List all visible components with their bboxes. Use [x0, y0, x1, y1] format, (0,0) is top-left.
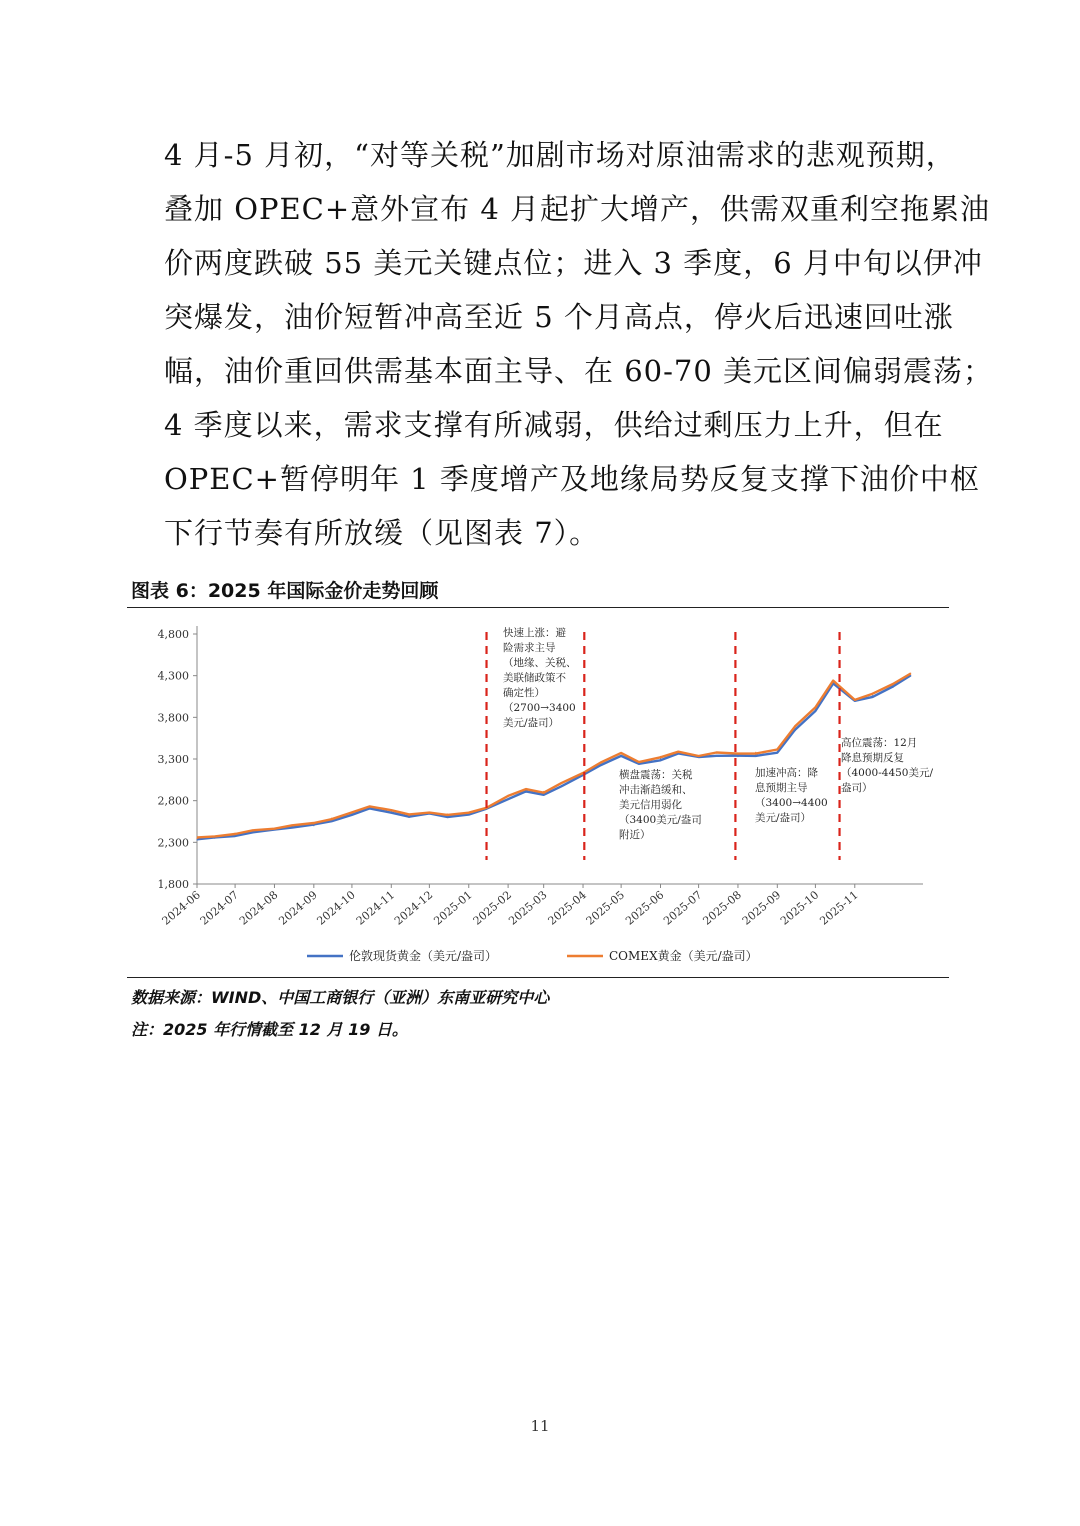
- annotation-text: 冲击渐趋缓和、: [619, 784, 693, 796]
- x-tick-label: 2024-08: [237, 888, 281, 928]
- data-point: [794, 730, 795, 731]
- x-tick-label: 2024-09: [276, 888, 320, 928]
- x-tick-label: 2025-01: [431, 888, 475, 928]
- annotation-text: 高位震荡：12月: [841, 737, 918, 749]
- annotation-text: 美元/盎司）: [503, 717, 560, 729]
- annotation-text: 加速冲高：降: [755, 767, 818, 779]
- data-point: [274, 828, 275, 829]
- data-point: [508, 796, 509, 797]
- x-tick-label: 2025-11: [817, 888, 861, 928]
- x-tick-label: 2025-05: [583, 888, 628, 928]
- data-point: [777, 749, 778, 750]
- data-point: [429, 812, 430, 813]
- data-point: [872, 695, 873, 696]
- figure-bottom-rule: [127, 977, 949, 978]
- data-point: [252, 830, 253, 831]
- x-tick-label: 2025-08: [700, 888, 744, 928]
- data-point: [525, 789, 526, 790]
- x-tick-label: 2025-03: [506, 888, 550, 928]
- y-tick-label: 3,300: [157, 753, 189, 766]
- annotation-text: 附近）: [619, 829, 651, 841]
- data-point: [468, 813, 469, 814]
- body-paragraph: [164, 128, 994, 560]
- annotation-text: （4000-4450美元/: [841, 767, 934, 779]
- legend-label-comex: COMEX黄金（美元/盎司）: [609, 949, 758, 963]
- data-point: [638, 763, 639, 764]
- data-point: [196, 839, 197, 840]
- x-tick-label: 2025-02: [470, 888, 515, 928]
- data-point: [331, 818, 332, 819]
- y-tick-label: 2,800: [157, 794, 189, 808]
- data-point: [313, 823, 314, 824]
- y-tick-label: 4,300: [157, 669, 189, 683]
- data-point: [234, 833, 235, 834]
- paragraph-line: 4 月-5 月初，“对等关税”加剧市场对原油需求的悲观预期，: [164, 138, 956, 172]
- annotation-text: 降息预期反复: [841, 752, 904, 764]
- y-tick-label: 1,800: [157, 878, 189, 891]
- data-point: [815, 707, 816, 708]
- x-tick-label: 2025-10: [777, 888, 822, 928]
- figure-source: 数据来源：WIND、中国工商银行（亚洲）东南亚研究中心: [131, 988, 550, 1007]
- data-point: [716, 753, 717, 754]
- data-point: [561, 783, 562, 784]
- data-point: [737, 756, 738, 757]
- data-point: [600, 762, 601, 763]
- paragraph-line: OPEC+暂停明年 1 季度增产及地缘局势反复支撑下油价中枢: [164, 462, 980, 496]
- chart-svg: [127, 610, 949, 978]
- data-point: [391, 809, 392, 810]
- data-point: [468, 814, 469, 815]
- data-point: [660, 756, 661, 757]
- data-point: [600, 764, 601, 765]
- data-point: [892, 684, 893, 685]
- annotation-text: 息预期主导: [755, 782, 808, 794]
- annotation-text: 确定性）: [503, 687, 545, 699]
- annotation-text: 快速上涨：避: [503, 627, 566, 639]
- data-point: [214, 836, 215, 837]
- annotation-text: （地缘、关税、: [503, 657, 577, 669]
- annotation-text: （2700→3400: [503, 702, 576, 714]
- data-point: [910, 675, 911, 676]
- figure-title: 图表 6：2025 年国际金价走势回顾: [131, 580, 439, 602]
- data-point: [292, 825, 293, 826]
- data-point: [214, 838, 215, 839]
- annotation-text: 盎司）: [841, 782, 873, 794]
- data-point: [408, 817, 409, 818]
- data-point: [872, 693, 873, 694]
- data-point: [716, 755, 717, 756]
- data-point: [621, 756, 622, 757]
- x-tick-label: 2024-11: [353, 888, 398, 928]
- y-tick-label: 2,300: [157, 836, 189, 850]
- data-point: [815, 710, 816, 711]
- data-point: [543, 791, 544, 792]
- x-tick-label: 2025-04: [545, 888, 589, 928]
- paragraph-line: 幅，油价重回供需基本面主导、在 60-70 美元区间偏弱震荡；: [164, 354, 994, 388]
- annotation-text: （3400→4400: [755, 797, 828, 809]
- data-point: [351, 812, 352, 813]
- data-point: [621, 753, 622, 754]
- figure-top-rule: [127, 607, 949, 608]
- paragraph-line: 下行节奏有所放缓（见图表 7）。: [164, 516, 600, 550]
- annotation-text: 美联储政策不: [503, 672, 566, 684]
- data-point: [854, 698, 855, 699]
- paragraph-line: 突爆发，油价短暂冲高至近 5 个月高点，停火后迅速回吐涨: [164, 300, 954, 334]
- data-point: [892, 687, 893, 688]
- x-tick-label: 2025-09: [739, 888, 784, 928]
- data-point: [698, 755, 699, 756]
- data-point: [447, 813, 448, 814]
- annotation-text: 美元/盎司）: [755, 812, 812, 824]
- data-point: [833, 683, 834, 684]
- data-point: [508, 798, 509, 799]
- x-tick-label: 2024-06: [159, 888, 203, 928]
- data-point: [678, 753, 679, 754]
- annotation-text: 险需求主导: [503, 642, 556, 654]
- data-point: [737, 753, 738, 754]
- annotation-text: （3400美元/盎司: [619, 814, 702, 826]
- paragraph-line: 4 季度以来，需求支撑有所减弱，供给过剩压力上升，但在: [164, 408, 944, 442]
- data-point: [678, 752, 679, 753]
- data-point: [196, 838, 197, 839]
- x-tick-label: 2024-10: [314, 888, 358, 928]
- data-point: [408, 815, 409, 816]
- paragraph-line: 叠加 OPEC+意外宣布 4 月起扩大增产，供需双重利空拖累油: [164, 192, 991, 226]
- x-tick-label: 2024-07: [197, 888, 242, 928]
- annotation-text: 横盘震荡：关税: [619, 769, 693, 781]
- data-point: [755, 752, 756, 753]
- figure-note: 注：2025 年行情截至 12 月 19 日。: [131, 1020, 408, 1039]
- data-point: [369, 806, 370, 807]
- data-point: [638, 761, 639, 762]
- data-point: [391, 812, 392, 813]
- annotation-text: 美元信用弱化: [619, 799, 682, 811]
- y-tick-label: 3,800: [157, 711, 189, 725]
- legend-label-london-spot: 伦敦现货黄金（美元/盎司）: [349, 949, 498, 963]
- data-point: [313, 825, 314, 826]
- data-point: [292, 827, 293, 828]
- data-point: [833, 681, 834, 682]
- data-point: [910, 673, 911, 674]
- data-point: [561, 785, 562, 786]
- x-tick-label: 2024-12: [391, 888, 436, 928]
- paragraph-line: 价两度跌破 55 美元关键点位；进入 3 季度，6 月中旬以伊冲: [164, 246, 983, 280]
- page-number: 11: [530, 1417, 550, 1435]
- data-point: [794, 726, 795, 727]
- data-point: [369, 808, 370, 809]
- data-point: [252, 832, 253, 833]
- x-tick-label: 2025-06: [623, 888, 667, 928]
- x-tick-label: 2025-07: [661, 888, 705, 928]
- gold-price-chart: [127, 610, 949, 978]
- data-point: [525, 792, 526, 793]
- y-tick-label: 4,800: [157, 628, 189, 641]
- data-point: [777, 752, 778, 753]
